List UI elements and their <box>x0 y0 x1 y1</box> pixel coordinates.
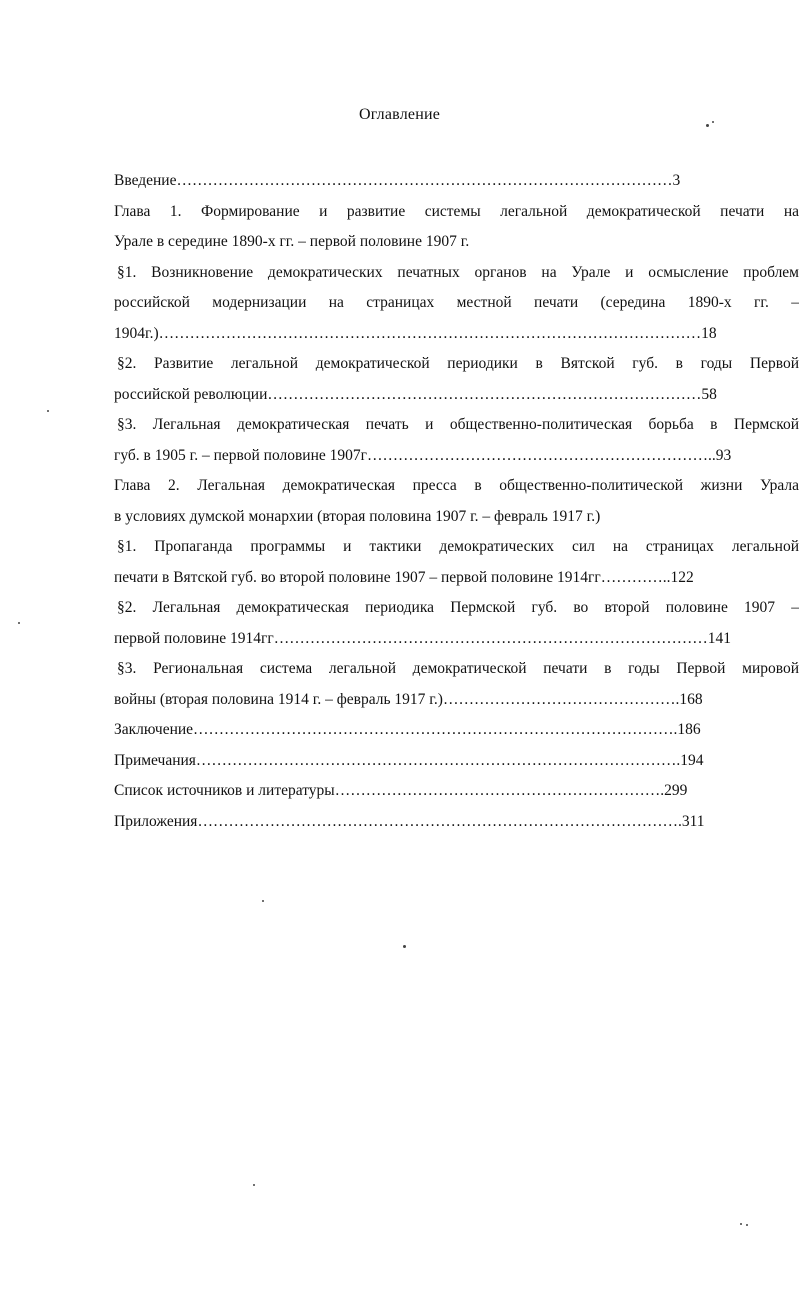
toc-entry-conclusion[interactable] <box>114 715 799 746</box>
toc-entry-ch1-sec1[interactable] <box>114 258 799 350</box>
toc-line: Заключение………………………………………………………………………………….186 <box>114 721 701 738</box>
toc-line: первой половине 1914гг…………………………………………………………………………141 <box>114 629 732 647</box>
toc-entry-notes[interactable] <box>114 746 799 777</box>
toc-line: войны (вторая половина 1914 г. – февраль 1917 г.)……………………………………….168 <box>114 690 703 708</box>
toc-line: Урале в середине 1890-х гг. – первой половине 1907 г. <box>114 233 470 250</box>
toc-line: Примечания………………………………………………………………………………….194 <box>114 751 704 769</box>
toc-entry-ch1-sec2[interactable] <box>114 349 799 410</box>
toc-entry-ch1-sec3[interactable] <box>114 410 799 471</box>
toc-line: Глава 2. Легальная демократическая пресса в общественно-политической жизни Урала <box>114 477 799 494</box>
scan-speck <box>712 121 714 123</box>
page-title: Оглавление <box>358 106 441 123</box>
toc-line: печати в Вятской губ. во второй половине 1907 – первой половине 1914гг…………..122 <box>114 568 694 586</box>
toc-line: §1. Пропаганда программы и тактики демократических сил на страницах легальной <box>117 538 799 555</box>
toc-entry-intro[interactable] <box>114 166 799 197</box>
toc-line: Приложения………………………………………………………………………………….311 <box>114 812 705 830</box>
scan-speck <box>47 410 49 412</box>
toc-line: §3. Региональная система легальной демократической печати в годы Первой мировой <box>117 660 799 677</box>
toc-line: российской модернизации на страницах местной печати (середина 1890-х гг. – <box>114 294 799 311</box>
toc-line: Список источников и литературы……………………………………………………….299 <box>114 782 688 799</box>
scan-speck <box>746 1224 748 1226</box>
scan-speck <box>18 622 20 624</box>
toc-line: Введение……………………………………………………………………………………3 <box>114 172 681 189</box>
scan-speck <box>262 900 264 902</box>
toc-line: в условиях думской монархии (вторая половина 1907 г. – февраль 1917 г.) <box>114 507 601 525</box>
toc-entry-appendix[interactable] <box>114 807 799 838</box>
toc-line: §2. Легальная демократическая периодика Пермской губ. во второй половине 1907 – <box>117 599 799 616</box>
scan-speck <box>403 945 406 948</box>
scan-speck <box>740 1223 742 1225</box>
scan-speck <box>706 124 709 127</box>
toc-entry-ch2-sec2[interactable] <box>114 593 799 654</box>
toc-line: §3. Легальная демократическая печать и общественно-политическая борьба в Пермской <box>117 416 799 433</box>
toc-entry-ch2-sec1[interactable] <box>114 532 799 593</box>
table-of-contents <box>114 166 799 837</box>
toc-line: губ. в 1905 г. – первой половине 1907г…………………………………………………………..93 <box>114 446 732 464</box>
toc-line: §1. Возникновение демократических печатных органов на Урале и осмысление проблем <box>117 263 799 281</box>
toc-line: Глава 1. Формирование и развитие системы легальной демократической печати на <box>114 202 799 220</box>
toc-entry-sources[interactable] <box>114 776 799 807</box>
toc-line: §2. Развитие легальной демократической периодики в Вятской губ. в годы Первой <box>117 355 799 372</box>
toc-entry-chapter-1[interactable] <box>114 197 799 258</box>
toc-line: российской революции…………………………………………………………………………58 <box>114 385 717 403</box>
toc-line: 1904г.)……………………………………………………………………………………………18 <box>114 324 717 342</box>
scan-speck <box>253 1184 255 1186</box>
toc-entry-chapter-2[interactable] <box>114 471 799 532</box>
toc-entry-ch2-sec3[interactable] <box>114 654 799 715</box>
